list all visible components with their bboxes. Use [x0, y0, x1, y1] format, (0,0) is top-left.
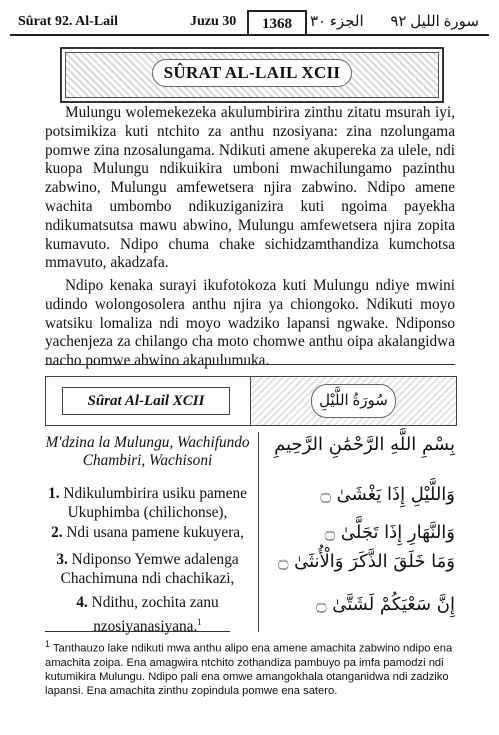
surah-title: SÛRAT AL-LAIL XCII [152, 59, 352, 87]
section-title: Sûrat Al-Lail XCII [62, 387, 230, 415]
verse-3-arabic: وَمَا خَلَقَ الذَّكَرَ وَالْأُنثَىٰ ۝ [277, 551, 455, 572]
section-arabic-panel [250, 377, 456, 425]
verse-2-arabic: وَالنَّهَارِ إِذَا تَجَلَّىٰ ۝ [324, 522, 455, 543]
verse-number: 3. [56, 551, 68, 568]
section-title-panel [46, 377, 250, 425]
verse-text: Ndithu, zochita zanu nzosiyanasiyana. [91, 594, 219, 635]
section-divider [45, 364, 455, 365]
surah-title-banner [60, 47, 444, 103]
footnote-number: 1 [45, 639, 51, 649]
verse-number: 2. [51, 524, 63, 541]
footnote-rule [45, 631, 230, 632]
bismillah-arabic: بِسْمِ اللَّهِ الرَّحْمَٰنِ الرَّحِيمِ [274, 434, 455, 455]
header-juz-arabic: الجزء ٣٠ [310, 14, 364, 30]
verse-1-arabic: وَاللَّيْلِ إِذَا يَغْشَىٰ ۝ [320, 484, 455, 505]
header-juzu: Juzu 30 [190, 14, 237, 29]
intro-paragraph-2: Ndipo kenaka surayi ikufotokoza kuti Mulungu ndiye mwini udindo wolongosolera anthu njira ya chiongoko. Ndikuti moyo watsiku lomaliza ndi moyo wadziko lapansi ngwake. Ndiponso yachenjeza za chilango cha moto chomwe anthu oipa akalangidwa nacho pomwe abwino akapulumuka. [45, 277, 455, 370]
header-surah-arabic: سورة الليل ٩٢ [390, 14, 479, 30]
verse-number: 4. [76, 594, 88, 611]
section-header-box [45, 376, 457, 426]
footnote-text: Tanthauzo lake ndikuti mwa anthu alipo ena amene amachita zabwino ndipo ena amachita zoipa. Ena amagwira ntchito zothandiza pambuyo pa imfa pamodzi ndi kutumikira Mulungu. Ndipo pali ena omwe amangokhala otanganidwa ndi zadziko lapansi. Ena amachita zinthu zopindula pomwe ena satero. [45, 642, 453, 698]
verse-3 [45, 551, 250, 588]
verse-4-arabic: إِنَّ سَعْيَكُمْ لَشَتَّىٰ ۝ [315, 594, 455, 615]
bismillah-translation: M'dzina la Mulungu, Wachifundo Chambiri, Wachisoni [45, 434, 250, 469]
verse-text: Ndikulumbirira usiku pamene Ukuphimba (chilichonse), [63, 485, 247, 521]
header-surah-name: Sûrat 92. Al-Lail [18, 14, 118, 29]
intro-paragraph-1: Mulungu wolemekezeka akulumbirira zinthu zitatu msurah iyi, potsimikiza kuti ntchito za anthu nzosiyana: zina nzolungama pomwe zina nzosalungama. Ndikuti amene akupereka za ulele, ndi kuopa Mulungu ndikuikira umboni mwachilungamo pazinthu zabwino, Mulungu amfewetsera njira zabwino. Ndipo amene wachita umbombo ndikuziganizira kuti ngoima payekha ndikumatsutsa mawu abwino, Mulungu amfewetsera njira zopita kumavuto. Ndipo chuma chake sichidzamthandiza kumchotsa mmavuto, akadzafa. [45, 104, 455, 272]
footnote [45, 637, 455, 699]
section-arabic-title: سُورَةُ اللَّيْلِ [311, 384, 396, 418]
verse-number: 1. [48, 485, 60, 502]
verse-1 [45, 485, 250, 522]
page-header [10, 10, 489, 36]
verse-text: Ndi usana pamene kukuyera, [66, 524, 244, 541]
verse-text: Ndiponso Yemwe adalenga Chachimuna ndi chachikazi, [60, 551, 239, 587]
verse-4 [45, 594, 250, 636]
footnote-marker[interactable]: 1 [197, 616, 202, 627]
verse-2 [45, 524, 250, 543]
page-number: 1368 [247, 10, 307, 34]
column-divider [258, 432, 259, 632]
